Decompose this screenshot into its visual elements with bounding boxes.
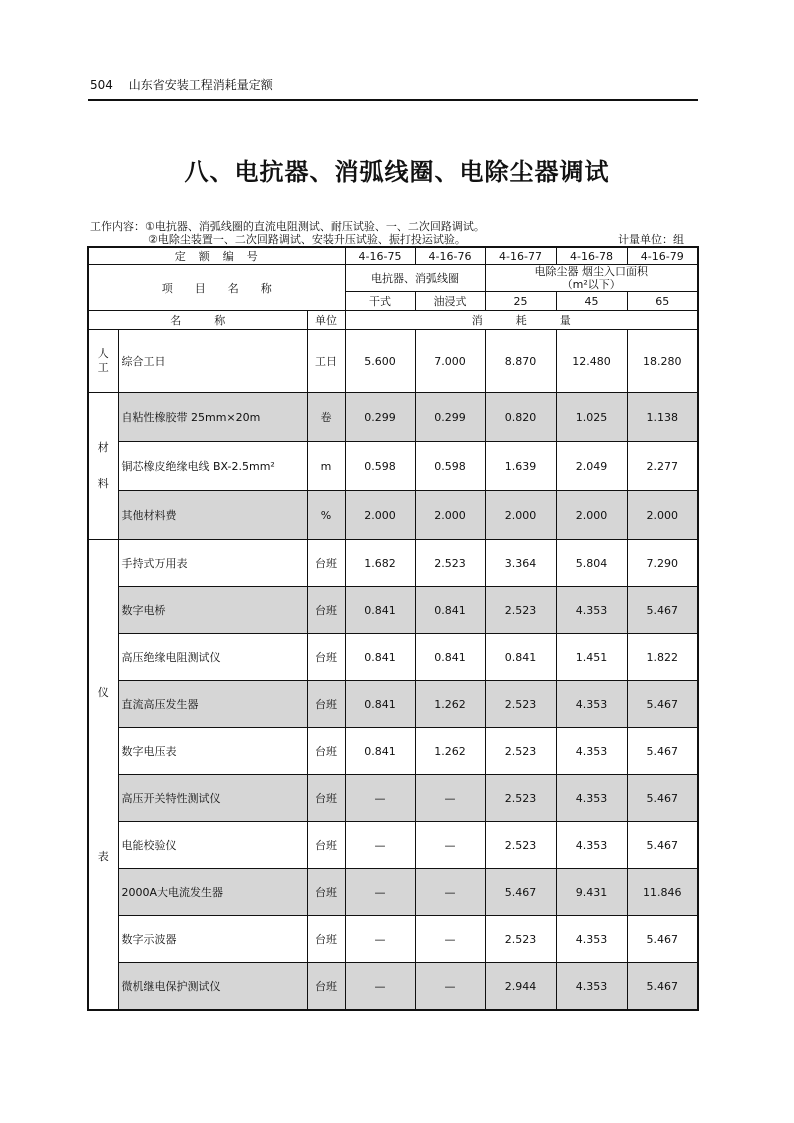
item-value: 4.353 [556, 587, 627, 634]
item-value: 4.353 [556, 963, 627, 1011]
item-value: 5.467 [627, 587, 698, 634]
item-value: 2.000 [627, 491, 698, 540]
item-unit: 台班 [307, 540, 345, 587]
table-row [88, 330, 698, 393]
item-value: 2.523 [415, 540, 485, 587]
item-unit: 台班 [307, 822, 345, 869]
item-name: 2000A大电流发生器 [118, 869, 307, 916]
item-value: 0.841 [345, 634, 415, 681]
book-title: 山东省安装工程消耗量定额 [128, 78, 273, 92]
item-unit: 台班 [307, 634, 345, 681]
column-unit-header: 单位 [307, 311, 345, 330]
work-content [90, 220, 696, 246]
table-row [88, 587, 698, 634]
quota-code-label: 定 额 编 号 [88, 247, 345, 265]
item-name: 高压绝缘电阻测试仪 [118, 634, 307, 681]
item-value: 5.467 [627, 963, 698, 1011]
table-row [88, 540, 698, 587]
work-content-item-2: ②电除尘装置一、二次回路调试、安装升压试验、振打投运试验。 [148, 233, 466, 246]
item-unit: 卷 [307, 393, 345, 442]
item-value: 9.431 [556, 869, 627, 916]
item-name-label: 项 目 名 称 [88, 265, 345, 311]
item-name: 自粘性橡胶带 25mm×20m [118, 393, 307, 442]
category-instrument: 仪 表 [88, 540, 118, 1011]
item-value: 4.353 [556, 822, 627, 869]
page-header [90, 76, 273, 93]
item-value: 8.870 [485, 330, 556, 393]
category-material: 材 料 [88, 393, 118, 540]
quota-code-row [88, 247, 698, 265]
sub-header: 65 [627, 292, 698, 311]
item-value: 2.523 [485, 916, 556, 963]
header-rule [88, 99, 698, 101]
work-content-item-1: ①电抗器、消弧线圈的直流电阻测试、耐压试验、一、二次回路调试。 [145, 220, 485, 233]
item-value: 2.000 [485, 491, 556, 540]
item-value: 5.467 [627, 728, 698, 775]
quota-code: 4-16-77 [485, 247, 556, 265]
item-value: 4.353 [556, 775, 627, 822]
item-name: 手持式万用表 [118, 540, 307, 587]
group-precipitator-label [485, 265, 698, 292]
group-reactor-label: 电抗器、消弧线圈 [345, 265, 485, 292]
item-value: 0.841 [345, 728, 415, 775]
item-value: 2.277 [627, 442, 698, 491]
item-value: 2.523 [485, 775, 556, 822]
table-row [88, 775, 698, 822]
column-name-header: 名 称 [88, 311, 307, 330]
table-row [88, 393, 698, 442]
measurement-unit: 计量单位：组 [618, 233, 684, 246]
item-value: — [415, 916, 485, 963]
item-value: 1.138 [627, 393, 698, 442]
item-value: 2.523 [485, 822, 556, 869]
work-content-line-1 [90, 220, 696, 233]
item-value: 2.000 [415, 491, 485, 540]
item-value: 2.000 [556, 491, 627, 540]
item-value: 2.049 [556, 442, 627, 491]
item-value: — [345, 963, 415, 1011]
group-header-row [88, 265, 698, 292]
item-value: 1.451 [556, 634, 627, 681]
category-labor: 人 工 [88, 330, 118, 393]
item-value: 5.467 [627, 775, 698, 822]
quota-code: 4-16-76 [415, 247, 485, 265]
item-value: 1.262 [415, 728, 485, 775]
item-value: 12.480 [556, 330, 627, 393]
table-row [88, 634, 698, 681]
item-value: 5.467 [485, 869, 556, 916]
item-value: — [345, 822, 415, 869]
item-value: 2.944 [485, 963, 556, 1011]
item-unit: m [307, 442, 345, 491]
item-value: — [345, 869, 415, 916]
item-value: 1.822 [627, 634, 698, 681]
item-unit: 工日 [307, 330, 345, 393]
item-value: 1.639 [485, 442, 556, 491]
item-unit: % [307, 491, 345, 540]
item-name: 电能校验仪 [118, 822, 307, 869]
item-value: 4.353 [556, 728, 627, 775]
item-value: 7.000 [415, 330, 485, 393]
group-precipitator-line-2: （m²以下） [561, 278, 621, 291]
group-precipitator-line-1: 电除尘器 烟尘入口面积 [534, 265, 648, 278]
quota-code: 4-16-75 [345, 247, 415, 265]
item-unit: 台班 [307, 587, 345, 634]
work-content-label: 工作内容： [90, 220, 145, 233]
item-value: 2.523 [485, 587, 556, 634]
item-name: 综合工日 [118, 330, 307, 393]
item-unit: 台班 [307, 963, 345, 1011]
item-name: 数字电桥 [118, 587, 307, 634]
item-value: 4.353 [556, 681, 627, 728]
table-row [88, 916, 698, 963]
item-value: 1.025 [556, 393, 627, 442]
page-number: 504 [90, 78, 113, 92]
item-value: 7.290 [627, 540, 698, 587]
item-unit: 台班 [307, 681, 345, 728]
item-value: 5.600 [345, 330, 415, 393]
item-value: 18.280 [627, 330, 698, 393]
item-value: 5.467 [627, 681, 698, 728]
item-unit: 台班 [307, 775, 345, 822]
item-value: 2.523 [485, 681, 556, 728]
item-value: — [415, 963, 485, 1011]
item-value: 0.299 [415, 393, 485, 442]
item-value: 0.820 [485, 393, 556, 442]
item-value: 2.523 [485, 728, 556, 775]
quota-code: 4-16-79 [627, 247, 698, 265]
section-title: 八、电抗器、消弧线圈、电除尘器调试 [184, 157, 610, 186]
sub-header: 45 [556, 292, 627, 311]
item-value: 1.262 [415, 681, 485, 728]
item-value: — [345, 775, 415, 822]
item-value: 0.299 [345, 393, 415, 442]
item-value: 0.841 [345, 587, 415, 634]
item-name: 铜芯橡皮绝缘电线 BX-2.5mm² [118, 442, 307, 491]
item-name: 其他材料费 [118, 491, 307, 540]
sub-header: 干式 [345, 292, 415, 311]
quota-code: 4-16-78 [556, 247, 627, 265]
item-unit: 台班 [307, 916, 345, 963]
item-value: 5.467 [627, 822, 698, 869]
item-name: 直流高压发生器 [118, 681, 307, 728]
work-content-line-2 [90, 233, 696, 246]
item-value: 0.841 [485, 634, 556, 681]
item-value: 0.841 [345, 681, 415, 728]
item-value: 3.364 [485, 540, 556, 587]
item-value: 5.467 [627, 916, 698, 963]
item-name: 数字电压表 [118, 728, 307, 775]
table-row [88, 728, 698, 775]
item-value: 0.841 [415, 634, 485, 681]
table-row [88, 869, 698, 916]
table-row [88, 963, 698, 1011]
item-name: 微机继电保护测试仪 [118, 963, 307, 1011]
table-row [88, 442, 698, 491]
item-value: 2.000 [345, 491, 415, 540]
item-value: — [415, 822, 485, 869]
table-row [88, 491, 698, 540]
item-value: — [415, 775, 485, 822]
quota-table [87, 246, 699, 1011]
item-unit: 台班 [307, 869, 345, 916]
item-value: 5.804 [556, 540, 627, 587]
item-value: 0.598 [415, 442, 485, 491]
item-value: — [415, 869, 485, 916]
item-value: 1.682 [345, 540, 415, 587]
item-value: — [345, 916, 415, 963]
item-value: 0.841 [415, 587, 485, 634]
item-name: 数字示波器 [118, 916, 307, 963]
column-consumption-header: 消 耗 量 [345, 311, 698, 330]
sub-header: 油浸式 [415, 292, 485, 311]
column-header-row [88, 311, 698, 330]
table-row [88, 681, 698, 728]
sub-header: 25 [485, 292, 556, 311]
table-row [88, 822, 698, 869]
item-unit: 台班 [307, 728, 345, 775]
item-value: 4.353 [556, 916, 627, 963]
item-value: 11.846 [627, 869, 698, 916]
item-value: 0.598 [345, 442, 415, 491]
item-name: 高压开关特性测试仪 [118, 775, 307, 822]
